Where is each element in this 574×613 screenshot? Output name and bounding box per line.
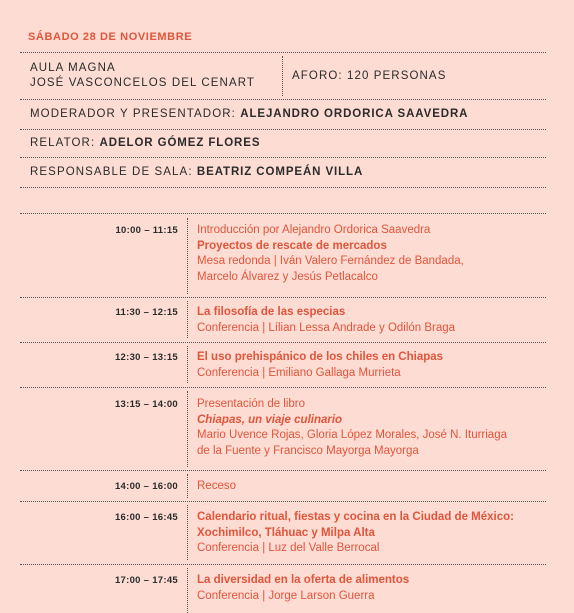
divider xyxy=(20,501,546,502)
event-title: El uso prehispánico de los chiles en Chiapas xyxy=(197,351,444,363)
event-detail: de la Fuente y Francisco Mayorga Mayorga xyxy=(197,444,419,457)
rapporteur-label: RELATOR: xyxy=(30,137,96,149)
event-item xyxy=(197,305,547,336)
event-detail: Mario Uvence Rojas, Gloria López Morales, José N. Iturriaga xyxy=(197,429,507,441)
divider xyxy=(20,342,546,343)
event-detail: Conferencia | Emiliano Gallaga Murrieta xyxy=(197,366,401,379)
divider xyxy=(187,218,188,294)
time-slot: 11:30 – 12:15 xyxy=(115,307,178,318)
day-heading: SÁBADO 28 DE NOVIEMBRE xyxy=(28,31,193,43)
event-intro: Receso xyxy=(197,480,236,492)
divider xyxy=(20,129,546,130)
room-label: RESPONSABLE DE SALA: xyxy=(30,166,193,178)
event-title: La filosofía de las especias xyxy=(197,306,346,318)
divider xyxy=(187,505,188,560)
event-title: Xochimilco, Tláhuac y Milpa Alta xyxy=(197,526,375,539)
time-slot: 10:00 – 11:15 xyxy=(115,225,178,236)
time-slot: 13:15 – 14:00 xyxy=(114,399,178,410)
divider xyxy=(20,157,546,158)
event-detail: Conferencia | Luz del Valle Berrocal xyxy=(197,542,380,554)
event-detail: Mesa redonda | Iván Valero Fernández de Bandada, xyxy=(197,255,464,267)
divider xyxy=(20,564,546,565)
event-title: La diversidad en la oferta de alimentos xyxy=(197,574,410,586)
divider xyxy=(20,387,546,388)
divider xyxy=(20,99,546,100)
divider xyxy=(187,391,188,467)
capacity: AFORO: 120 PERSONAS xyxy=(292,70,447,82)
divider xyxy=(20,213,546,214)
room-name: BEATRIZ COMPEÁN VILLA xyxy=(196,166,364,178)
divider xyxy=(187,474,188,498)
moderator-name: ALEJANDRO ORDORICA SAAVEDRA xyxy=(240,108,469,120)
time-slot: 16:00 – 16:45 xyxy=(114,512,178,523)
event-item xyxy=(197,479,547,495)
divider xyxy=(20,187,546,188)
divider xyxy=(282,56,283,96)
moderator xyxy=(30,107,468,122)
time-slot: 12:30 – 13:15 xyxy=(114,352,178,363)
event-item xyxy=(197,573,547,604)
event-title: Proyectos de rescate de mercados xyxy=(197,239,387,252)
event-title: Chiapas, un viaje culinario xyxy=(197,413,343,426)
event-detail: Conferencia | Lílian Lessa Andrade y Odilón Braga xyxy=(197,321,456,334)
divider xyxy=(187,346,188,383)
rapporteur-name: ADELOR GÓMEZ FLORES xyxy=(99,137,261,149)
event-detail: Marcelo Álvarez y Jesús Petlacalco xyxy=(197,270,378,283)
room-manager xyxy=(30,165,363,180)
event-item xyxy=(197,510,547,557)
time-slot: 14:00 – 16:00 xyxy=(114,481,178,492)
event-item xyxy=(197,397,547,459)
event-title: Calendario ritual, fiestas y cocina en la Ciudad de México: xyxy=(197,511,514,523)
divider xyxy=(187,568,188,613)
time-slot: 17:00 – 17:45 xyxy=(114,575,178,586)
venue-line-1: AULA MAGNA xyxy=(30,62,116,74)
divider xyxy=(20,470,546,471)
venue-line-2: JOSÉ VASCONCELOS DEL CENART xyxy=(30,77,256,89)
divider xyxy=(20,297,546,298)
divider xyxy=(20,52,546,53)
divider xyxy=(187,301,188,338)
event-intro: Presentación de libro xyxy=(197,398,306,410)
venue xyxy=(30,61,255,91)
event-intro: Introducción por Alejandro Ordorica Saavedra xyxy=(197,224,431,236)
event-item xyxy=(197,350,547,381)
event-item xyxy=(197,223,547,285)
event-detail: Conferencia | Jorge Larson Guerra xyxy=(197,589,375,602)
moderator-label: MODERADOR Y PRESENTADOR: xyxy=(30,108,236,120)
rapporteur xyxy=(30,136,260,151)
